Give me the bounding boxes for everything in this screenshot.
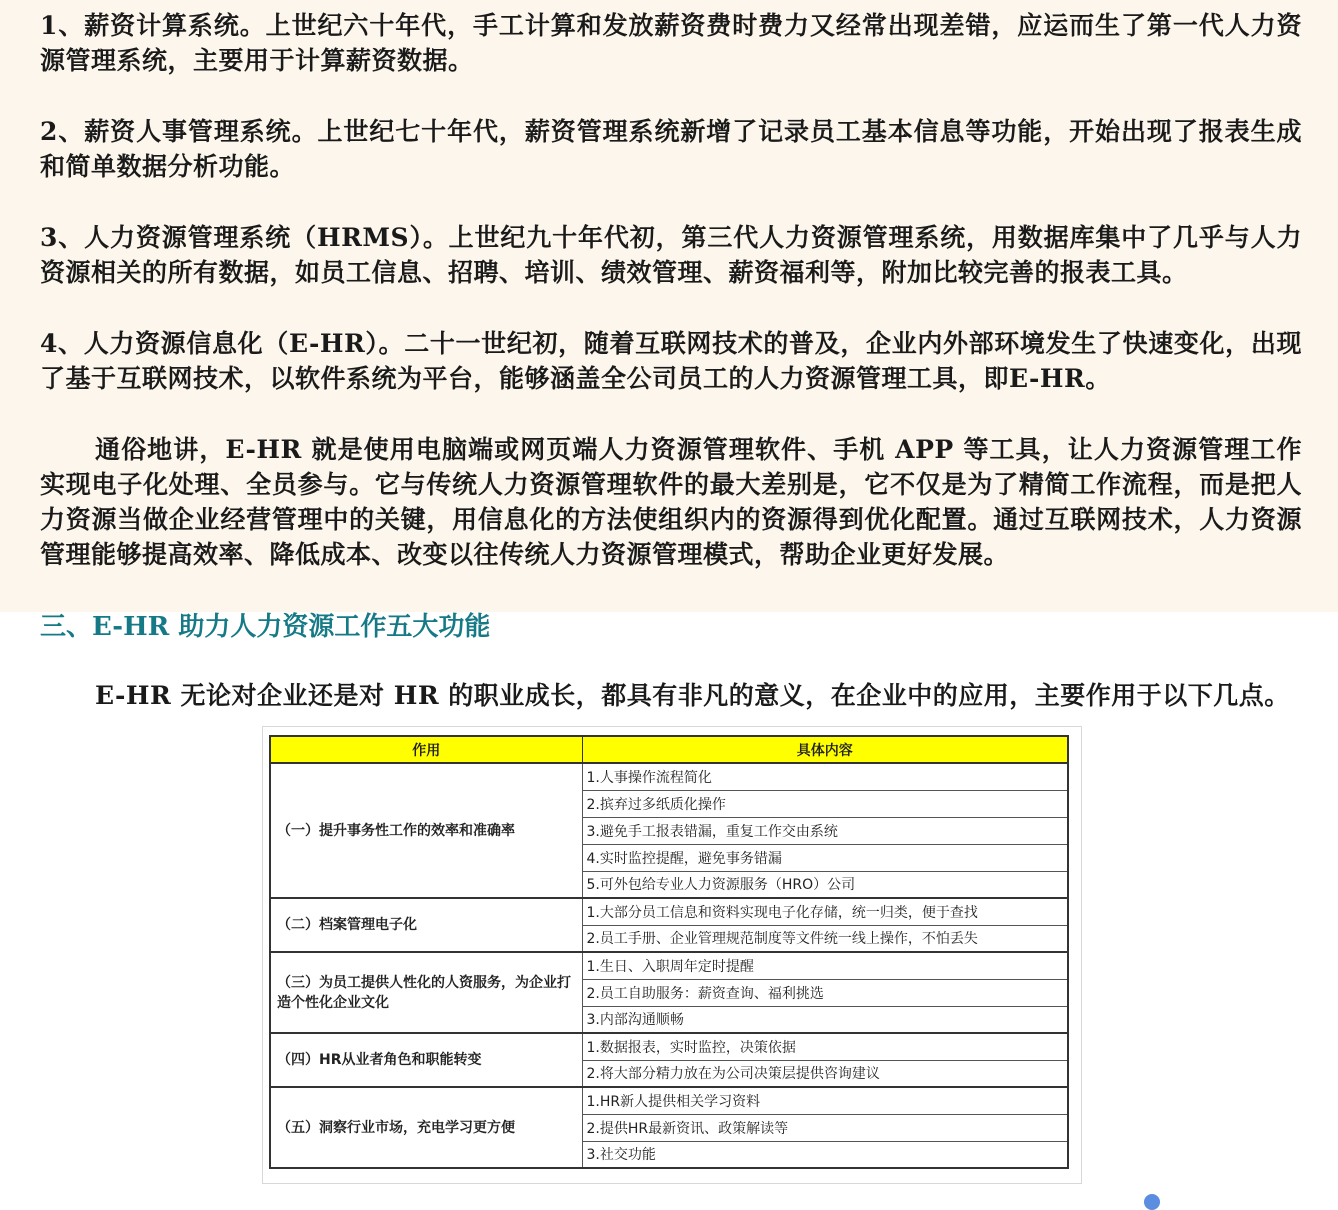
section-intro: E-HR 无论对企业还是对 HR 的职业成长，都具有非凡的意义，在企业中的应用，主要作用于以下几点。: [95, 681, 1290, 710]
item-cell: 2.将大部分精力放在为公司决策层提供咨询建议: [582, 1060, 1068, 1087]
category-cell: （四）HR从业者角色和职能转变: [270, 1033, 582, 1087]
item-cell: 1.生日、入职周年定时提醒: [582, 952, 1068, 979]
table-header-row: [270, 736, 1068, 763]
item-cell: 4.实时监控提醒，避免事务错漏: [582, 844, 1068, 871]
item-cell: 5.可外包给专业人力资源服务（HRO）公司: [582, 871, 1068, 898]
category-cell: （二）档案管理电子化: [270, 898, 582, 952]
item-cell: 3.避免手工报表错漏，重复工作交由系统: [582, 817, 1068, 844]
table-row: [270, 1033, 1068, 1060]
table-row: [270, 1087, 1068, 1114]
table-row: [270, 952, 1068, 979]
section-heading: 三、E-HR 助力人力资源工作五大功能: [40, 612, 491, 642]
item-cell: 2.提供HR最新资讯、政策解读等: [582, 1114, 1068, 1141]
item-cell: 3.社交功能: [582, 1141, 1068, 1168]
item-cell: 1.大部分员工信息和资料实现电子化存储，统一归类，便于查找: [582, 898, 1068, 925]
floating-dot-icon: [1144, 1194, 1160, 1210]
paragraph-hrms: 3、人力资源管理系统（HRMS）。上世纪九十年代初，第三代人力资源管理系统，用数据库集中了几乎与人力资源相关的所有数据，如员工信息、招聘、培训、绩效管理、薪资福利等，附加比较完善的报表工具。: [40, 223, 1302, 287]
item-cell: 2.摈弃过多纸质化操作: [582, 790, 1068, 817]
paragraph-payroll-hr-system: 2、薪资人事管理系统。上世纪七十年代，薪资管理系统新增了记录员工基本信息等功能，开始出现了报表生成和简单数据分析功能。: [40, 117, 1302, 181]
item-cell: 1.数据报表，实时监控，决策依据: [582, 1033, 1068, 1060]
function-table: [269, 735, 1069, 1169]
category-cell: （一）提升事务性工作的效率和准确率: [270, 763, 582, 898]
item-cell: 3.内部沟通顺畅: [582, 1006, 1068, 1033]
paragraph-ehr: 4、人力资源信息化（E-HR）。二十一世纪初，随着互联网技术的普及，企业内外部环境发生了快速变化，出现了基于互联网技术，以软件系统为平台，能够涵盖全公司员工的人力资源管理工具，即E-HR。: [40, 329, 1302, 393]
item-cell: 2.员工自助服务：薪资查询、福利挑选: [582, 979, 1068, 1006]
table-row: [270, 763, 1068, 790]
item-cell: 1.HR新人提供相关学习资料: [582, 1087, 1068, 1114]
paragraph-ehr-explanation: 通俗地讲，E-HR 就是使用电脑端或网页端人力资源管理软件、手机 APP 等工具，让人力资源管理工作实现电子化处理、全员参与。它与传统人力资源管理软件的最大差别是，它不仅是为了精简工作流程，而是把人力资源当做企业经营管理中的关键，用信息化的方法使组织内的资源得到优化配置。通过互联网技术，人力资源管理能够提高效率、降低成本、改变以往传统人力资源管理模式，帮助企业更好发展。: [40, 435, 1302, 569]
function-table-image: [262, 726, 1082, 1184]
header-role: 作用: [270, 736, 582, 763]
header-content: 具体内容: [582, 736, 1068, 763]
item-cell: 2.员工手册、企业管理规范制度等文件统一线上操作，不怕丢失: [582, 925, 1068, 952]
table-row: [270, 898, 1068, 925]
category-cell: （五）洞察行业市场，充电学习更方便: [270, 1087, 582, 1168]
item-cell: 1.人事操作流程简化: [582, 763, 1068, 790]
paragraph-payroll-system: 1、薪资计算系统。上世纪六十年代，手工计算和发放薪资费时费力又经常出现差错，应运而生了第一代人力资源管理系统，主要用于计算薪资数据。: [40, 11, 1302, 75]
category-cell: （三）为员工提供人性化的人资服务，为企业打造个性化企业文化: [270, 952, 582, 1033]
